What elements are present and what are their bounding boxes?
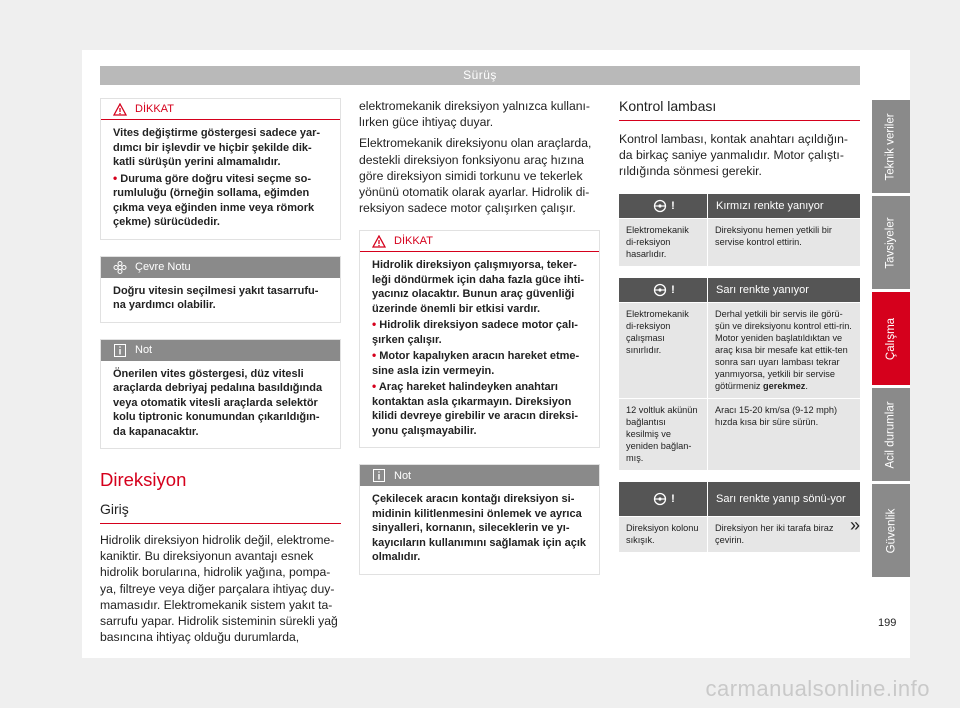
table-row: Direksiyon kolonu sıkışık. Direksiyon her iki tarafa biraz çevirin. <box>619 516 860 552</box>
note-label: Not <box>135 344 153 356</box>
steering-warning-icon: ! <box>619 194 708 218</box>
info-icon <box>372 469 386 482</box>
watermark: carmanualsonline.info <box>705 676 930 701</box>
warning-bullet: • Motor kapalıyken aracın hareket etme-sine asla izin vermeyin. <box>372 348 580 377</box>
warning-header <box>101 99 340 120</box>
env-note-text: Doğru vitesin seçilmesi yakıt tasarrufu-na yardımcı olabilir. <box>113 284 319 311</box>
body-text: Hidrolik direksiyon hidrolik değil, elektrome-kaniktir. Bu direksiyonun avantajı esnek hidrolik borularına, hidrolik yağına, pompa-ya, filtreye veya diğer parçalara ihtiyaç duy-mamasıdır. Elektromekanik sistem yakıt ta-sarrufu yapar. Hidrolik sisteminin sürekli yağ basıncına ihtiyaç olduğu durumlarda, <box>100 533 338 645</box>
warning-text: Hidrolik direksiyon çalışmıyorsa, teker-leği döndürmek için daha fazla güce ihti-yacınız olacaktır. Bunun araç güvenliği üzerinde önemli bir etkisi vardır. <box>372 259 585 315</box>
table-header <box>619 194 860 218</box>
warning-header <box>360 231 599 252</box>
tab-teknik-veriler[interactable]: Teknik veriler <box>872 100 910 193</box>
note-body <box>360 486 599 574</box>
next-page-arrow-icon: » <box>850 515 861 535</box>
table-row: Elektromekanik di-reksiyon çalışması sınırlıdır. Derhal yetkili bir servis ile görü-şün ve direksiyonu kontrol etti-rin. Motor yeniden başlatıldıktan ve araç kısa bir mesafe kat ettik-ten sonra sarı uyarı lambası tekrar yanmıyorsa, yetkili bir servise götürmeniz gerekmez. <box>619 302 860 398</box>
page-header: Sürüş <box>100 66 860 85</box>
tab-calisma[interactable]: Çalışma <box>872 292 910 385</box>
warning-light-table-yellow <box>619 278 860 470</box>
note-label: Not <box>394 469 412 482</box>
info-icon <box>113 344 127 357</box>
note-header <box>360 465 599 486</box>
warning-box <box>100 98 341 240</box>
warning-text: Vites değiştirme göstergesi sadece yar-dımcı bir işlevdir ve hiçbir şekilde dik-katli sürüşün yerini almamalıdır. <box>113 127 321 168</box>
note-body <box>101 361 340 449</box>
page-number: 199 <box>878 617 897 629</box>
column-1 <box>100 98 341 645</box>
tab-guvenlik[interactable]: Güvenlik <box>872 484 910 577</box>
table-header-text: Kırmızı renkte yanıyor <box>716 199 824 212</box>
bullet-dot: • <box>113 170 118 185</box>
warning-bullet: • Hidrolik direksiyon sadece motor çalı-şırken çalışır. <box>372 317 578 346</box>
warning-light-table-flashing <box>619 482 860 552</box>
table-row: 12 voltluk akünün bağlantısı kesilmiş ve yeniden bağlan-mış. Aracı 15-20 km/sa (9-12 mph) hızda kısa bir süre sürün. <box>619 398 860 470</box>
steering-warning-icon: ! <box>619 278 708 302</box>
note-text: Çekilecek aracın kontağı direksiyon si-midinin kilitlenmesini önlemek ve ayrıca sinyalleri, kornanın, sileceklerin ve yı-kayıcıların kullanımını sağlamak için açık olmalıdır. <box>372 493 586 564</box>
column-2 <box>359 98 600 591</box>
warning-body <box>360 252 599 447</box>
body-text-2: Elektromekanik direksiyonu olan araçlarda, destekli direksiyon fonksiyonu araç hızına göre direksiyon simidi torkunu ve tekerlek yönünü otomatik olarak ayarlar. Hidrolik di-reksiyon sadece motor çalışırken çalışır. <box>359 136 592 216</box>
note-box <box>100 339 341 450</box>
table-header <box>619 482 860 516</box>
warning-box-2 <box>359 230 600 448</box>
flower-icon <box>113 261 127 274</box>
note-header <box>101 340 340 361</box>
warning-triangle-icon <box>372 235 386 248</box>
env-note-box <box>100 256 341 323</box>
table-header-text: Sarı renkte yanıp sönü-yor <box>716 492 846 505</box>
warning-bullet: • Araç hareket halindeyken anahtarı kontaktan asla çıkarmayın. Direksiyon kilidi devreye girebilir ve aracın direksi-yonu çalışmayabilir. <box>372 379 579 437</box>
table-header <box>619 278 860 302</box>
warning-label: DİKKAT <box>394 235 433 248</box>
warning-light-table-red <box>619 194 860 266</box>
warning-body <box>101 120 340 239</box>
env-note-label: Çevre Notu <box>135 261 191 273</box>
section-title: Direksiyon <box>100 469 187 490</box>
warning-bullet: • Duruma göre doğru vitesi seçme so-rumluluğu (örneğin sollama, eğimden çıkma veya eğinden inme veya römork çekme) sürücüdedir. <box>113 170 315 228</box>
column-3 <box>619 98 860 552</box>
body-text-1: elektromekanik direksiyon yalnızca kullanı-lırken güce ihtiyaç duyar. <box>359 99 590 130</box>
tab-tavsiyeler[interactable]: Tavsiyeler <box>872 196 910 289</box>
note-box-2 <box>359 464 600 575</box>
body-text: Kontrol lambası, kontak anahtarı açıldığın-da birkaç saniye yanmalıdır. Motor çalıştı-rıldığında sönmesi gerekir. <box>619 132 848 179</box>
steering-warning-icon: ! <box>619 482 708 516</box>
chapter-tabs <box>872 100 910 580</box>
env-note-body <box>101 278 340 322</box>
note-text: Önerilen vites göstergesi, düz vitesli araçlarda debriyaj pedalına basıldığında veya otomatik vitesli araçlarda selektör kolu tiptronic konumundan çıkarıldığın-da kapanacaktır. <box>113 367 323 438</box>
warning-label: DİKKAT <box>135 103 174 115</box>
subsection-title: Giriş <box>100 501 341 524</box>
table-header-text: Sarı renkte yanıyor <box>716 283 809 296</box>
warning-triangle-icon <box>113 103 127 116</box>
env-note-header <box>101 257 340 278</box>
tab-acil-durumlar[interactable]: Acil durumlar <box>872 388 910 481</box>
section-title: Kontrol lambası <box>619 98 860 121</box>
table-row: Elektromekanik di-reksiyon hasarlıdır. Direksiyonu hemen yetkili bir servise kontrol ettirin. <box>619 218 860 266</box>
